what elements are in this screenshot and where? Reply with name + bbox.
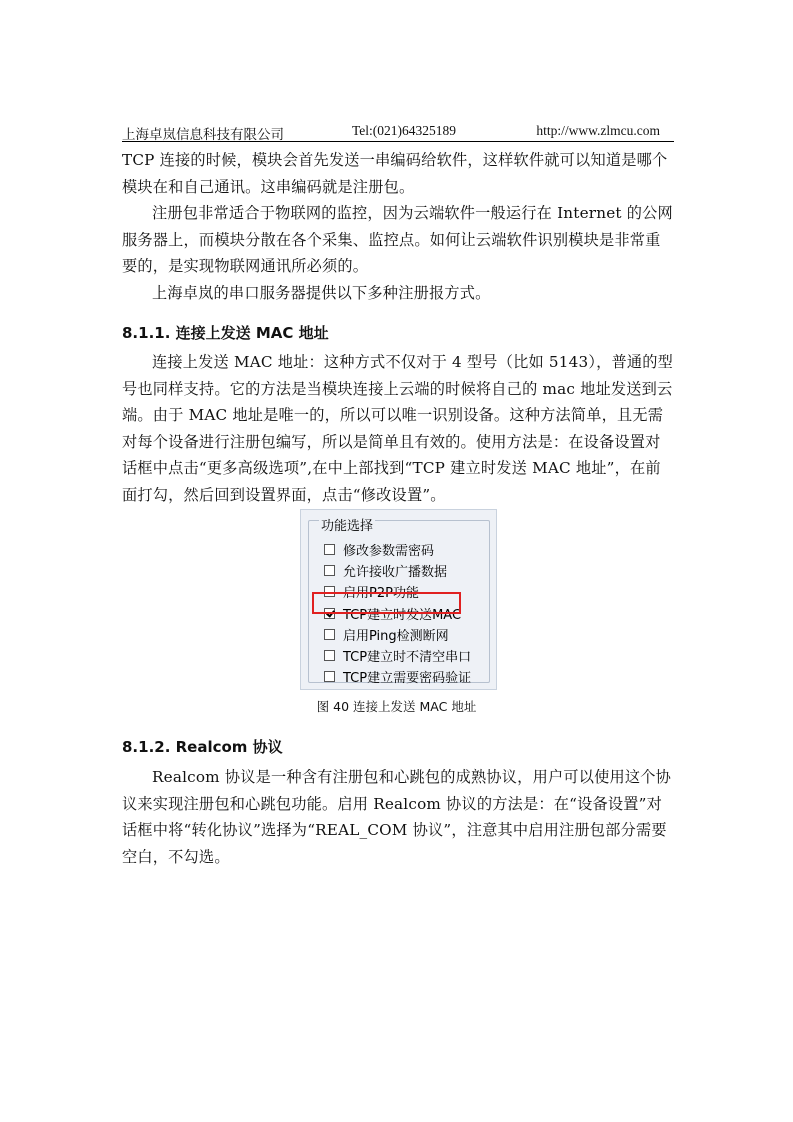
option-label: 修改参数需密码: [343, 543, 435, 559]
highlight-frame: [312, 592, 461, 614]
paragraph-registration-intro: TCP 连接的时候，模块会首先发送一串编码给软件，这样软件就可以知道是哪个模块在和自己通讯。这串编码就是注册包。: [122, 151, 668, 196]
page-header: [122, 121, 674, 141]
option-keep-serial-buffer[interactable]: [324, 646, 471, 664]
paragraph-iot-monitoring: 注册包非常适合于物联网的监控，因为云端软件一般运行在 Internet 的公网服务器上，而模块分散在各个采集、监控点。如何让云端软件识别模块是非常重要的，是实现物联网通讯所必须的。: [122, 204, 673, 275]
section-heading-realcom: 8.1.2. Realcom 协议: [122, 738, 283, 756]
option-label: TCP建立需要密码验证: [343, 670, 472, 686]
option-label: 允许接收广播数据: [343, 564, 448, 580]
paragraph-mac-method: 连接上发送 MAC 地址：这种方式不仅对于 4 型号（比如 5143），普通的型号也同样支持。它的方法是当模块连接上云端的时候将自己的 mac 地址发送到云端。由于 MAC 地址是唯一的，所以可以唯一识别设备。这种方法简单，且无需对每个设备进行注册包编写，所以是简单且有效的。使用方法是：在设备设置对话框中点击“更多高级选项”,在中上部找到“TCP 建立时发送 MAC 地址”，在前面打勾，然后回到设置界面，点击“修改设置”。: [122, 353, 674, 504]
header-company: 上海卓岚信息科技有限公司: [122, 127, 284, 142]
paragraph-realcom: Realcom 协议是一种含有注册包和心跳包的成熟协议，用户可以使用这个协议来实现注册包和心跳包功能。启用 Realcom 协议的方法是：在“设备设置”对话框中将“转化协议”选择为“REAL_COM 协议”，注意其中启用注册包部分需要空白，不勾选。: [122, 768, 672, 866]
option-ping-detect[interactable]: [324, 625, 449, 643]
option-label: TCP建立时发送MAC: [343, 607, 462, 623]
header-url: http://www.zlmcu.com: [536, 123, 660, 138]
section-heading-mac: 8.1.1. 连接上发送 MAC 地址: [122, 324, 329, 342]
checkbox-ping-detect[interactable]: [324, 629, 335, 640]
option-label: TCP建立时不清空串口: [343, 649, 472, 665]
option-tcp-password-auth[interactable]: [324, 667, 471, 685]
header-tel: Tel:(021)64325189: [352, 123, 457, 138]
option-require-password[interactable]: [324, 540, 434, 558]
header-rule: [122, 141, 674, 142]
figure-caption: 图 40 连接上发送 MAC 地址: [316, 699, 477, 714]
checkbox-keep-serial-buffer[interactable]: [324, 650, 335, 661]
option-allow-broadcast[interactable]: [324, 561, 447, 579]
option-label: 启用Ping检测断网: [343, 628, 449, 644]
checkbox-require-password[interactable]: [324, 544, 335, 555]
checkbox-tcp-password-auth[interactable]: [324, 671, 335, 682]
checkbox-allow-broadcast[interactable]: [324, 565, 335, 576]
option-label: 启用P2P功能: [343, 585, 419, 601]
groupbox-title: 功能选择: [321, 519, 374, 534]
paragraph-methods-intro: 上海卓岚的串口服务器提供以下多种注册报方式。: [152, 284, 491, 302]
